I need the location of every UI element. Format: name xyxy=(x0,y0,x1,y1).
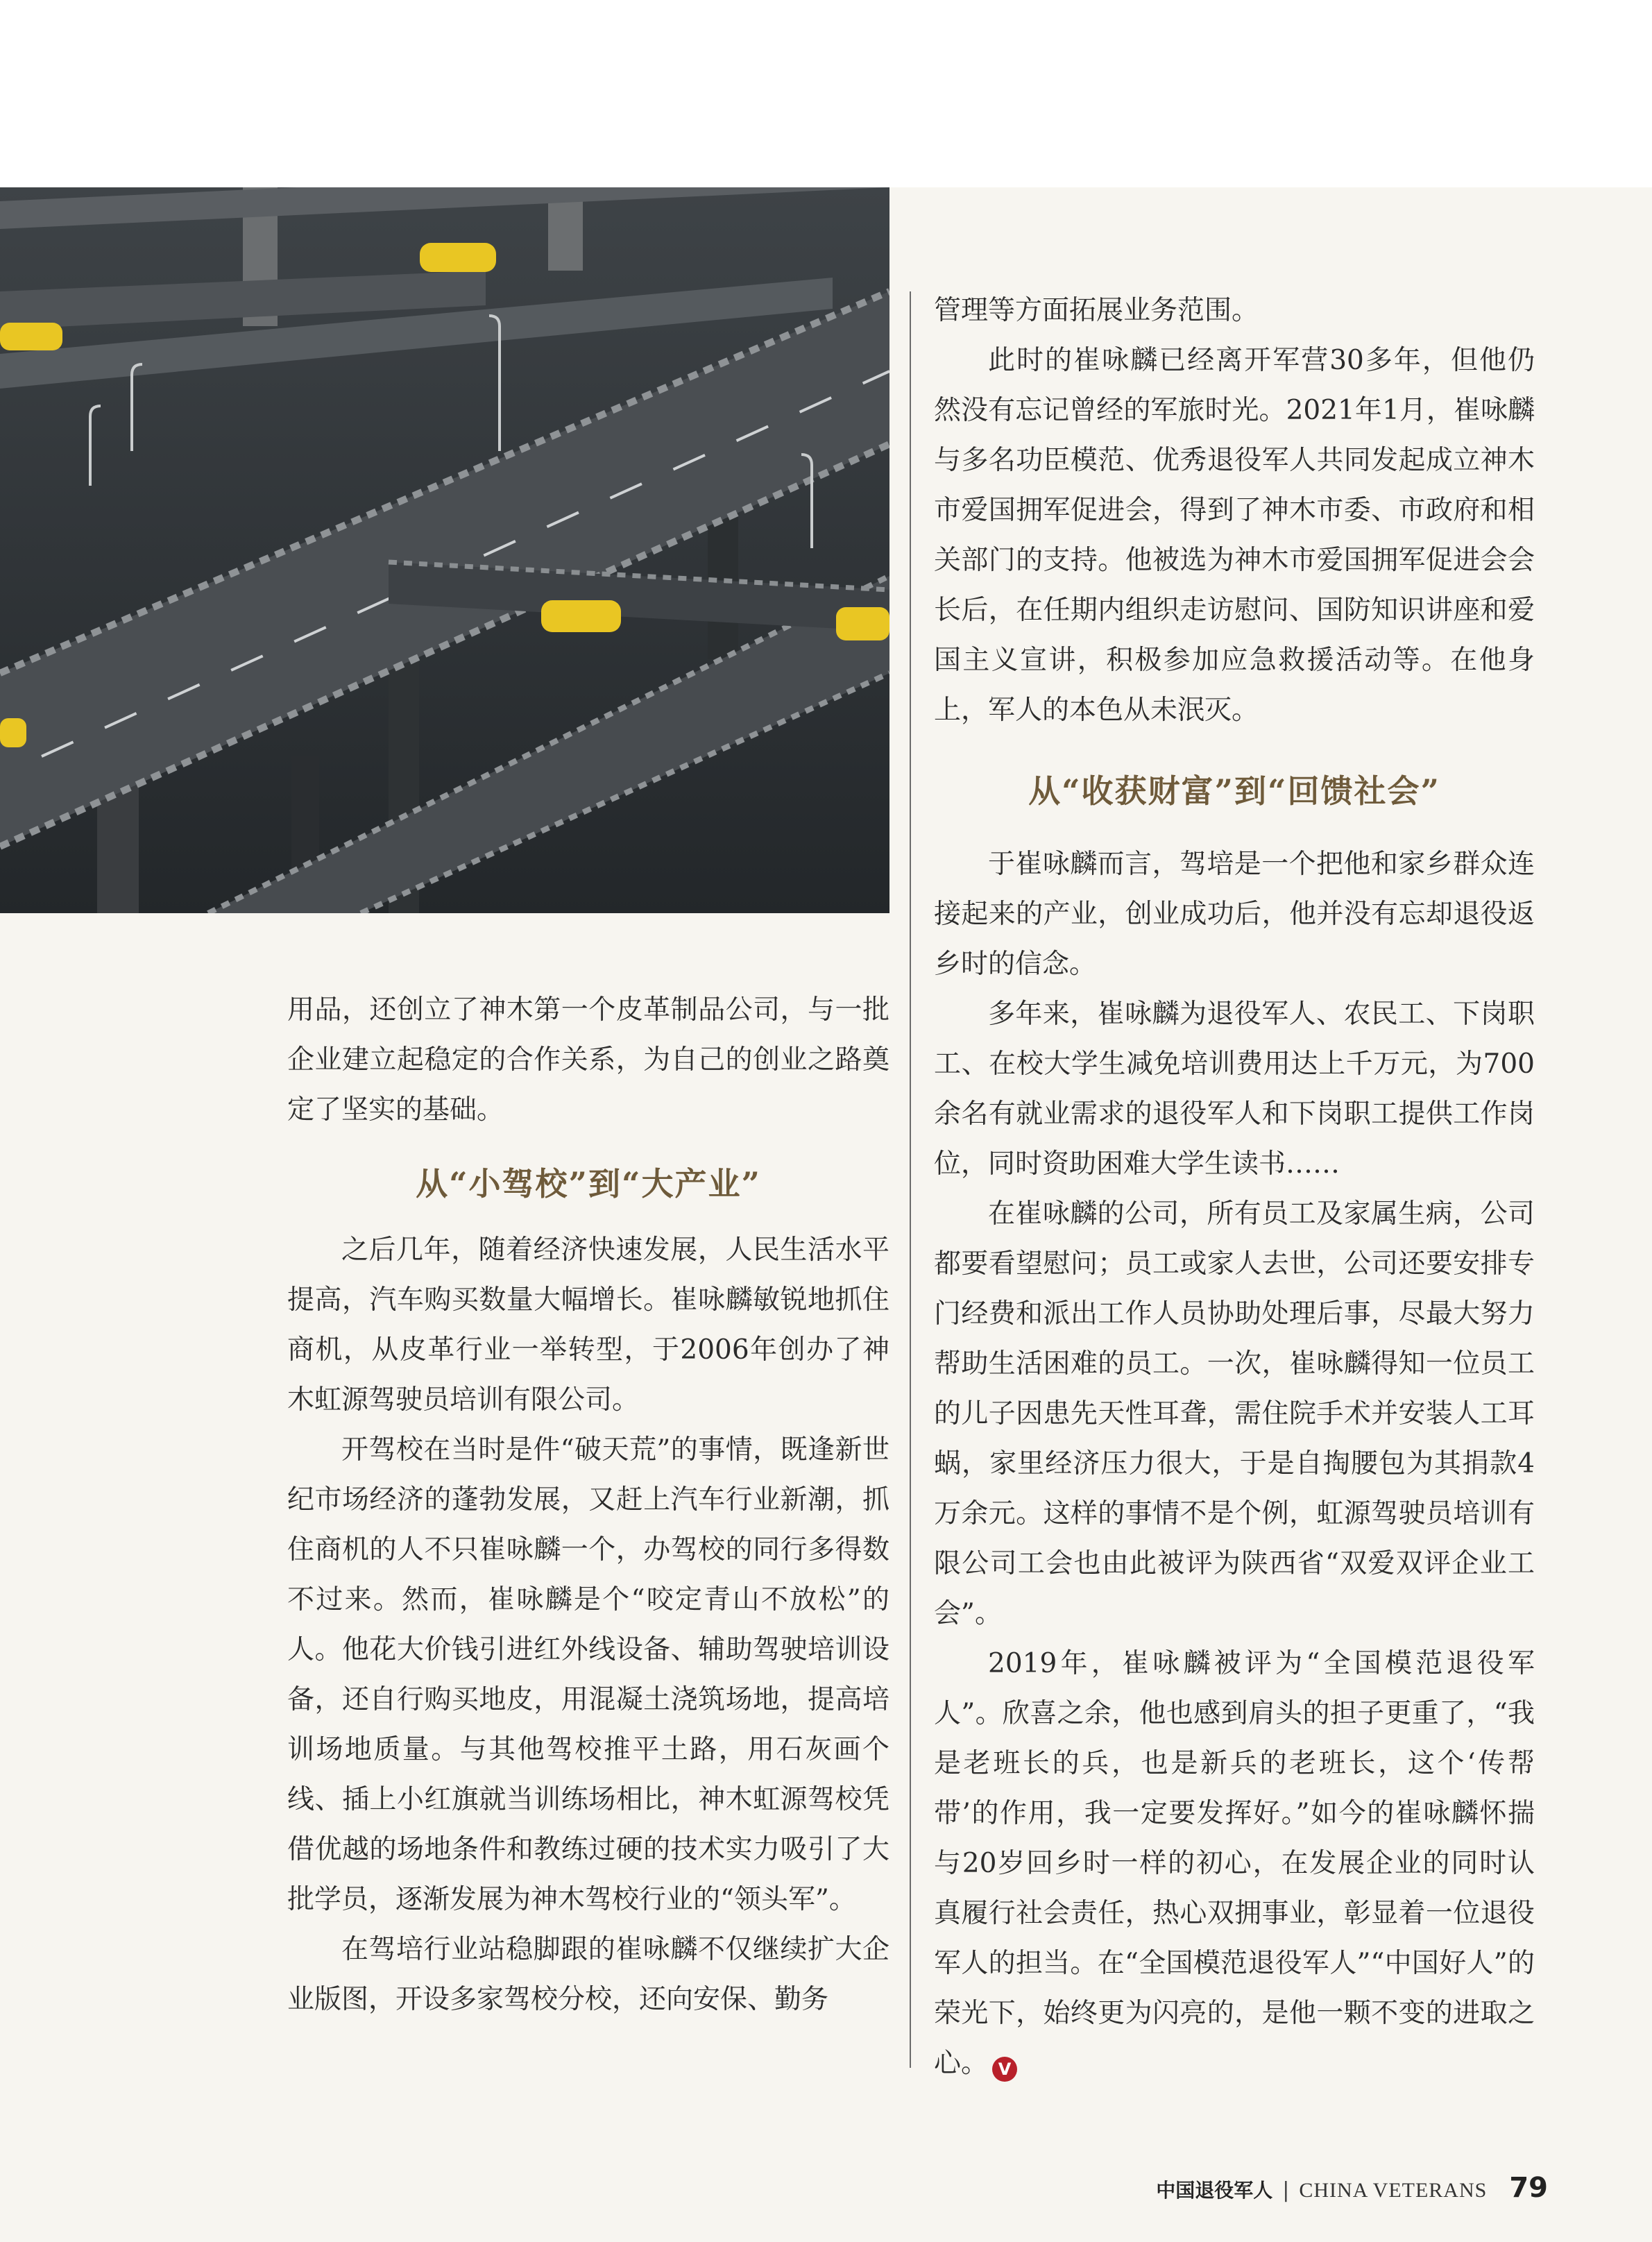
top-margin xyxy=(0,0,1652,187)
right-intro-paragraph: 管理等方面拓展业务范围。 xyxy=(934,295,1259,326)
right-paragraph-2: 多年来，崔咏麟为退役军人、农民工、下岗职工、在校大学生减免培训费用达上千万元，为700余名有就业需求的退役军人和下岗职工提供工作岗位，同时资助困难大学生读书…… xyxy=(934,999,1535,1180)
right-column xyxy=(934,286,1535,2089)
left-column xyxy=(287,985,889,2025)
right-paragraph-military: 此时的崔咏麟已经离开军营30多年，但他仍然没有忘记曾经的军旅时光。2021年1月，崔咏麟与多名功臣模范、优秀退役军人共同发起成立神木市爱国拥军促进会，得到了神木市委、市政府和相关部门的支持。他被选为神木市爱国拥军促进会会长后，在任期内组织走访慰问、国防知识讲座和爱国主义宣讲，积极参加应急救援活动等。在他身上，军人的本色从未泯灭。 xyxy=(934,345,1535,726)
magazine-name-en: CHINA VETERANS xyxy=(1299,2179,1488,2202)
section-heading-giving-back: 从“收获财富”到“回馈社会” xyxy=(1028,772,1440,810)
page-number: 79 xyxy=(1509,2172,1548,2204)
highway-overpass-photo xyxy=(0,187,889,913)
left-paragraph-2: 开驾校在当时是件“破天荒”的事情，既逢新世纪市场经济的蓬勃发展，又赶上汽车行业新潮，抓住商机的人不只崔咏麟一个，办驾校的同行多得数不过来。然而，崔咏麟是个“咬定青山不放松”的人。他花大价钱引进红外线设备、辅助驾驶培训设备，还自行购买地皮，用混凝土浇筑场地，提高培训场地质量。与其他驾校推平土路，用石灰画个线、插上小红旗就当训练场相比，神木虹源驾校凭借优越的场地条件和教练过硬的技术实力吸引了大批学员，逐渐发展为神木驾校行业的“领头军”。 xyxy=(287,1434,889,1915)
column-divider xyxy=(910,291,911,2068)
magazine-name-cn: 中国退役军人 xyxy=(1156,2179,1273,2202)
right-paragraph-3: 在崔咏麟的公司，所有员工及家属生病，公司都要看望慰问；员工或家人去世，公司还要安排专门经费和派出工作人员协助处理后事，尽最大努力帮助生活困难的员工。一次，崔咏麟得知一位员工的儿子因患先天性耳聋，需住院手术并安装人工耳蜗，家里经济压力很大，于是自掏腰包为其捐款4万余元。这样的事情不是个例，虹源驾驶员培训有限公司工会也由此被评为陕西省“双爱双评企业工会”。 xyxy=(934,1198,1535,1629)
left-intro-paragraph: 用品，还创立了神木第一个皮革制品公司，与一批企业建立起稳定的合作关系，为自己的创业之路奠定了坚实的基础。 xyxy=(287,994,889,1126)
end-mark-icon: V xyxy=(992,2057,1017,2082)
left-paragraph-3: 在驾培行业站稳脚跟的崔咏麟不仅继续扩大企业版图，开设多家驾校分校，还向安保、勤务 xyxy=(287,1934,889,2015)
left-paragraph-1: 之后几年，随着经济快速发展，人民生活水平提高，汽车购买数量大幅增长。崔咏麟敏锐地抓住商机，从皮革行业一举转型，于2006年创办了神木虹源驾驶员培训有限公司。 xyxy=(287,1234,889,1416)
last-paragraph-text: 2019年，崔咏麟被评为“全国模范退役军人”。欣喜之余，他也感到肩头的担子更重了，“我是老班长的兵，也是新兵的老班长，这个‘传帮带’的作用，我一定要发挥好。”如今的崔咏麟怀揣与20岁回乡时一样的初心，在发展企业的同时认真履行社会责任，热心双拥事业，彰显着一位退役军人的担当。在“全国模范退役军人”“中国好人”的荣光下，始终更为闪亮的，是他一颗不变的进取之心。 xyxy=(934,1648,1535,2079)
page-footer xyxy=(1156,2172,1548,2204)
section-heading-driving-school: 从“小驾校”到“大产业” xyxy=(416,1165,761,1203)
right-paragraph-1: 于崔咏麟而言，驾培是一个把他和家乡群众连接起来的产业，创业成功后，他并没有忘却退役返乡时的信念。 xyxy=(934,849,1535,980)
footer-separator: | xyxy=(1282,2178,1290,2202)
right-paragraph-last xyxy=(934,1639,1535,2089)
